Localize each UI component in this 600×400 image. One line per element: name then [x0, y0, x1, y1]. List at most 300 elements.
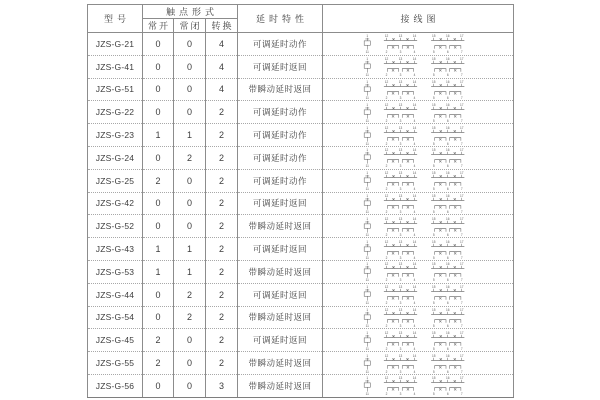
table-row — [88, 78, 514, 101]
svg-text:1: 1 — [366, 57, 369, 62]
svg-text:7: 7 — [460, 392, 463, 397]
delay-characteristic-cell: 带瞬动延时返回 — [238, 260, 323, 283]
svg-text:17: 17 — [460, 353, 464, 358]
normally-closed-count-cell: 1 — [174, 238, 206, 261]
svg-text:11: 11 — [365, 392, 369, 397]
delay-characteristic-cell: 可调延时动作 — [238, 124, 323, 147]
svg-text:13: 13 — [398, 285, 403, 290]
wiring-diagram-icon — [323, 283, 514, 306]
model-cell: JZS-G-51 — [88, 78, 143, 101]
normally-closed-count-cell: 0 — [174, 55, 206, 78]
svg-text:7: 7 — [460, 210, 463, 214]
svg-text:13: 13 — [398, 171, 403, 176]
svg-text:4: 4 — [413, 73, 416, 78]
changeover-count-cell: 2 — [206, 192, 238, 215]
changeover-count-cell: 2 — [206, 169, 238, 192]
svg-text:11: 11 — [365, 324, 369, 328]
svg-text:13: 13 — [398, 330, 403, 335]
delay-characteristic-cell: 可调延时动作 — [238, 101, 323, 124]
svg-text:15: 15 — [432, 262, 436, 267]
changeover-count-cell: 2 — [206, 329, 238, 352]
svg-text:4: 4 — [413, 141, 416, 146]
svg-text:12: 12 — [384, 193, 389, 198]
model-cell: JZS-G-22 — [88, 101, 143, 124]
svg-text:7: 7 — [460, 73, 463, 78]
svg-text:17: 17 — [460, 262, 464, 267]
changeover-count-cell: 2 — [206, 101, 238, 124]
svg-text:12: 12 — [384, 307, 389, 312]
svg-text:7: 7 — [460, 278, 463, 283]
svg-text:14: 14 — [412, 148, 417, 153]
table-row — [88, 101, 514, 124]
normally-open-count-cell: 0 — [143, 192, 174, 215]
svg-text:5: 5 — [432, 255, 435, 260]
changeover-count-cell: 4 — [206, 78, 238, 101]
wiring-diagram-icon — [323, 352, 514, 375]
svg-text:6: 6 — [446, 324, 449, 328]
normally-open-count-cell: 0 — [143, 101, 174, 124]
table-row — [88, 169, 514, 192]
svg-text:15: 15 — [432, 102, 436, 107]
svg-text:13: 13 — [398, 34, 403, 39]
svg-text:16: 16 — [446, 57, 450, 62]
table-body — [88, 33, 514, 398]
svg-text:3: 3 — [399, 141, 402, 146]
svg-text:13: 13 — [398, 102, 403, 107]
changeover-count-cell: 2 — [206, 260, 238, 283]
svg-text:17: 17 — [460, 376, 464, 381]
delay-characteristic-cell: 可调延时返回 — [238, 238, 323, 261]
svg-text:15: 15 — [432, 148, 436, 153]
svg-text:4: 4 — [413, 301, 416, 306]
svg-text:2: 2 — [385, 278, 388, 283]
svg-text:15: 15 — [432, 239, 436, 244]
svg-text:14: 14 — [412, 262, 417, 267]
relay-spec-table — [87, 4, 514, 398]
svg-text:11: 11 — [365, 210, 369, 214]
svg-text:2: 2 — [385, 369, 388, 374]
svg-text:5: 5 — [432, 301, 435, 306]
svg-text:4: 4 — [413, 392, 416, 397]
model-cell: JZS-G-55 — [88, 352, 143, 375]
normally-open-count-cell: 1 — [143, 238, 174, 261]
delay-characteristic-cell: 可调延时返回 — [238, 55, 323, 78]
svg-text:4: 4 — [413, 369, 416, 374]
svg-text:6: 6 — [446, 278, 449, 283]
svg-text:17: 17 — [460, 330, 464, 335]
svg-text:11: 11 — [365, 346, 369, 351]
svg-text:2: 2 — [385, 187, 388, 192]
svg-text:13: 13 — [398, 148, 403, 153]
svg-text:1: 1 — [366, 376, 369, 381]
svg-text:13: 13 — [398, 376, 403, 381]
svg-text:7: 7 — [460, 255, 463, 260]
svg-text:6: 6 — [446, 96, 449, 100]
svg-text:3: 3 — [399, 301, 402, 306]
normally-closed-count-cell: 0 — [174, 101, 206, 124]
svg-text:14: 14 — [412, 125, 417, 130]
svg-text:1: 1 — [366, 216, 369, 221]
table-row — [88, 33, 514, 56]
normally-closed-count-cell: 0 — [174, 33, 206, 56]
svg-text:17: 17 — [460, 34, 464, 39]
svg-text:6: 6 — [446, 210, 449, 214]
svg-text:5: 5 — [432, 187, 435, 192]
model-cell: JZS-G-23 — [88, 124, 143, 147]
svg-text:15: 15 — [432, 34, 436, 39]
normally-closed-count-cell: 2 — [174, 306, 206, 329]
changeover-count-cell: 2 — [206, 215, 238, 238]
svg-text:13: 13 — [398, 353, 403, 358]
normally-open-count-cell: 0 — [143, 374, 174, 397]
col-header-normally-closed: 常闭 — [174, 19, 206, 33]
svg-text:17: 17 — [460, 285, 464, 290]
svg-text:1: 1 — [366, 79, 369, 84]
svg-text:3: 3 — [399, 346, 402, 351]
normally-closed-count-cell: 0 — [174, 329, 206, 352]
svg-text:12: 12 — [384, 376, 389, 381]
svg-text:11: 11 — [365, 278, 369, 283]
svg-text:6: 6 — [446, 141, 449, 146]
svg-text:12: 12 — [384, 330, 389, 335]
normally-closed-count-cell: 0 — [174, 78, 206, 101]
wiring-diagram-icon — [323, 374, 514, 397]
svg-text:2: 2 — [385, 96, 388, 100]
svg-text:6: 6 — [446, 232, 449, 237]
model-cell: JZS-G-21 — [88, 33, 143, 56]
delay-characteristic-cell: 可调延时动作 — [238, 169, 323, 192]
svg-text:13: 13 — [398, 239, 403, 244]
delay-characteristic-cell: 可调延时返回 — [238, 329, 323, 352]
svg-text:14: 14 — [412, 171, 417, 176]
svg-text:11: 11 — [365, 96, 369, 100]
svg-text:13: 13 — [398, 125, 403, 130]
svg-text:5: 5 — [432, 278, 435, 283]
svg-text:15: 15 — [432, 57, 436, 62]
svg-text:7: 7 — [460, 301, 463, 306]
changeover-count-cell: 3 — [206, 374, 238, 397]
svg-text:14: 14 — [412, 57, 417, 62]
normally-open-count-cell: 2 — [143, 352, 174, 375]
normally-closed-count-cell: 1 — [174, 124, 206, 147]
svg-text:1: 1 — [366, 102, 369, 107]
svg-text:7: 7 — [460, 118, 463, 123]
svg-text:1: 1 — [366, 148, 369, 153]
svg-text:5: 5 — [432, 369, 435, 374]
svg-text:3: 3 — [399, 118, 402, 123]
table-row — [88, 124, 514, 147]
wiring-diagram-icon — [323, 215, 514, 238]
table-row — [88, 55, 514, 78]
model-cell: JZS-G-53 — [88, 260, 143, 283]
svg-text:5: 5 — [432, 118, 435, 123]
svg-text:3: 3 — [399, 255, 402, 260]
normally-open-count-cell: 0 — [143, 33, 174, 56]
svg-text:17: 17 — [460, 307, 464, 312]
svg-text:16: 16 — [446, 330, 450, 335]
changeover-count-cell: 2 — [206, 124, 238, 147]
normally-open-count-cell: 1 — [143, 260, 174, 283]
changeover-count-cell: 2 — [206, 283, 238, 306]
svg-text:4: 4 — [413, 324, 416, 328]
svg-text:12: 12 — [384, 57, 389, 62]
svg-text:1: 1 — [366, 239, 369, 244]
svg-text:1: 1 — [366, 34, 369, 39]
svg-text:7: 7 — [460, 232, 463, 237]
normally-open-count-cell: 2 — [143, 329, 174, 352]
svg-text:6: 6 — [446, 346, 449, 351]
delay-characteristic-cell: 可调延时动作 — [238, 33, 323, 56]
table-row — [88, 329, 514, 352]
model-cell: JZS-G-44 — [88, 283, 143, 306]
normally-closed-count-cell: 0 — [174, 352, 206, 375]
svg-text:13: 13 — [398, 307, 403, 312]
table-row — [88, 238, 514, 261]
svg-text:5: 5 — [432, 73, 435, 78]
svg-text:1: 1 — [366, 262, 369, 267]
svg-text:15: 15 — [432, 330, 436, 335]
col-header-normally-open: 常开 — [143, 19, 174, 33]
changeover-count-cell: 4 — [206, 33, 238, 56]
svg-text:12: 12 — [384, 171, 389, 176]
delay-characteristic-cell: 带瞬动延时返回 — [238, 352, 323, 375]
svg-text:7: 7 — [460, 50, 463, 55]
changeover-count-cell: 2 — [206, 238, 238, 261]
col-header-model: 型号 — [88, 5, 143, 33]
svg-text:2: 2 — [385, 392, 388, 397]
svg-text:15: 15 — [432, 125, 436, 130]
svg-text:2: 2 — [385, 141, 388, 146]
normally-open-count-cell: 0 — [143, 78, 174, 101]
svg-text:5: 5 — [432, 164, 435, 169]
changeover-count-cell: 2 — [206, 146, 238, 169]
wiring-diagram-icon — [323, 260, 514, 283]
model-cell: JZS-G-25 — [88, 169, 143, 192]
svg-text:11: 11 — [365, 232, 369, 237]
svg-text:6: 6 — [446, 301, 449, 306]
svg-text:12: 12 — [384, 148, 389, 153]
svg-text:16: 16 — [446, 216, 450, 221]
model-cell: JZS-G-52 — [88, 215, 143, 238]
model-cell: JZS-G-42 — [88, 192, 143, 215]
svg-text:1: 1 — [366, 285, 369, 290]
wiring-diagram-icon — [323, 146, 514, 169]
svg-text:3: 3 — [399, 50, 402, 55]
svg-text:1: 1 — [366, 171, 369, 176]
delay-characteristic-cell: 带瞬动延时返回 — [238, 215, 323, 238]
svg-text:7: 7 — [460, 324, 463, 328]
col-header-changeover: 转换 — [206, 19, 238, 33]
svg-text:1: 1 — [366, 307, 369, 312]
svg-text:11: 11 — [365, 301, 369, 306]
svg-text:7: 7 — [460, 164, 463, 169]
svg-text:12: 12 — [384, 239, 389, 244]
svg-text:2: 2 — [385, 324, 388, 328]
svg-text:7: 7 — [460, 187, 463, 192]
wiring-diagram-icon — [323, 55, 514, 78]
svg-text:14: 14 — [412, 239, 417, 244]
svg-text:17: 17 — [460, 171, 464, 176]
svg-text:3: 3 — [399, 324, 402, 328]
table-header — [88, 5, 514, 33]
svg-text:16: 16 — [446, 102, 450, 107]
delay-characteristic-cell: 带瞬动延时返回 — [238, 374, 323, 397]
svg-text:13: 13 — [398, 262, 403, 267]
table-row — [88, 306, 514, 329]
svg-text:13: 13 — [398, 216, 403, 221]
normally-open-count-cell: 0 — [143, 283, 174, 306]
svg-text:6: 6 — [446, 255, 449, 260]
svg-text:4: 4 — [413, 232, 416, 237]
normally-closed-count-cell: 2 — [174, 146, 206, 169]
svg-text:16: 16 — [446, 376, 450, 381]
svg-text:4: 4 — [413, 164, 416, 169]
svg-text:3: 3 — [399, 187, 402, 192]
model-cell: JZS-G-41 — [88, 55, 143, 78]
normally-closed-count-cell: 0 — [174, 374, 206, 397]
table-row — [88, 374, 514, 397]
svg-text:4: 4 — [413, 50, 416, 55]
svg-text:11: 11 — [365, 118, 369, 123]
svg-text:4: 4 — [413, 96, 416, 100]
svg-text:1: 1 — [366, 353, 369, 358]
svg-text:2: 2 — [385, 164, 388, 169]
svg-text:1: 1 — [366, 330, 369, 335]
table-row — [88, 192, 514, 215]
svg-text:15: 15 — [432, 79, 436, 84]
svg-text:12: 12 — [384, 285, 389, 290]
svg-text:14: 14 — [412, 376, 417, 381]
changeover-count-cell: 4 — [206, 55, 238, 78]
svg-text:14: 14 — [412, 330, 417, 335]
wiring-diagram-icon — [323, 78, 514, 101]
svg-text:14: 14 — [412, 102, 417, 107]
svg-text:15: 15 — [432, 171, 436, 176]
svg-text:3: 3 — [399, 73, 402, 78]
normally-open-count-cell: 0 — [143, 215, 174, 238]
wiring-diagram-icon — [323, 124, 514, 147]
normally-open-count-cell: 0 — [143, 306, 174, 329]
table-row — [88, 146, 514, 169]
svg-text:12: 12 — [384, 79, 389, 84]
model-cell: JZS-G-56 — [88, 374, 143, 397]
svg-text:17: 17 — [460, 57, 464, 62]
svg-text:6: 6 — [446, 118, 449, 123]
svg-text:17: 17 — [460, 193, 464, 198]
normally-closed-count-cell: 0 — [174, 192, 206, 215]
svg-text:15: 15 — [432, 307, 436, 312]
svg-text:4: 4 — [413, 278, 416, 283]
svg-text:5: 5 — [432, 392, 435, 397]
svg-text:17: 17 — [460, 79, 464, 84]
svg-text:12: 12 — [384, 125, 389, 130]
svg-text:3: 3 — [399, 278, 402, 283]
svg-text:6: 6 — [446, 164, 449, 169]
svg-text:16: 16 — [446, 148, 450, 153]
svg-text:17: 17 — [460, 125, 464, 130]
svg-text:13: 13 — [398, 193, 403, 198]
svg-text:11: 11 — [365, 73, 369, 78]
svg-text:4: 4 — [413, 210, 416, 214]
svg-text:12: 12 — [384, 262, 389, 267]
svg-text:15: 15 — [432, 353, 436, 358]
svg-text:3: 3 — [399, 392, 402, 397]
svg-text:5: 5 — [432, 324, 435, 328]
wiring-diagram-icon — [323, 238, 514, 261]
svg-text:13: 13 — [398, 79, 403, 84]
svg-text:16: 16 — [446, 171, 450, 176]
svg-text:16: 16 — [446, 239, 450, 244]
svg-text:2: 2 — [385, 210, 388, 214]
normally-open-count-cell: 2 — [143, 169, 174, 192]
svg-text:2: 2 — [385, 346, 388, 351]
wiring-diagram-icon — [323, 169, 514, 192]
svg-text:12: 12 — [384, 353, 389, 358]
svg-text:12: 12 — [384, 216, 389, 221]
svg-text:15: 15 — [432, 216, 436, 221]
svg-text:2: 2 — [385, 118, 388, 123]
delay-characteristic-cell: 带瞬动延时返回 — [238, 78, 323, 101]
svg-text:4: 4 — [413, 255, 416, 260]
model-cell: JZS-G-45 — [88, 329, 143, 352]
svg-text:14: 14 — [412, 353, 417, 358]
table-row — [88, 260, 514, 283]
svg-text:7: 7 — [460, 141, 463, 146]
col-header-delay-characteristic: 延时特性 — [238, 5, 323, 33]
wiring-diagram-icon — [323, 329, 514, 352]
svg-text:16: 16 — [446, 79, 450, 84]
svg-text:14: 14 — [412, 79, 417, 84]
normally-closed-count-cell: 0 — [174, 169, 206, 192]
normally-closed-count-cell: 2 — [174, 283, 206, 306]
model-cell: JZS-G-43 — [88, 238, 143, 261]
svg-text:14: 14 — [412, 216, 417, 221]
svg-text:17: 17 — [460, 216, 464, 221]
svg-text:16: 16 — [446, 125, 450, 130]
svg-text:2: 2 — [385, 232, 388, 237]
svg-text:5: 5 — [432, 141, 435, 146]
svg-text:2: 2 — [385, 73, 388, 78]
svg-text:14: 14 — [412, 285, 417, 290]
svg-text:6: 6 — [446, 392, 449, 397]
svg-text:6: 6 — [446, 73, 449, 78]
svg-text:11: 11 — [365, 255, 369, 260]
svg-text:3: 3 — [399, 96, 402, 100]
svg-text:12: 12 — [384, 102, 389, 107]
delay-characteristic-cell: 带瞬动延时返回 — [238, 306, 323, 329]
svg-text:4: 4 — [413, 118, 416, 123]
svg-text:1: 1 — [366, 193, 369, 198]
svg-text:16: 16 — [446, 193, 450, 198]
normally-open-count-cell: 1 — [143, 124, 174, 147]
normally-closed-count-cell: 0 — [174, 215, 206, 238]
svg-text:16: 16 — [446, 285, 450, 290]
svg-text:16: 16 — [446, 34, 450, 39]
col-header-wiring-diagram: 接线图 — [323, 5, 514, 33]
svg-text:5: 5 — [432, 232, 435, 237]
wiring-diagram-icon — [323, 306, 514, 329]
svg-text:17: 17 — [460, 102, 464, 107]
svg-text:1: 1 — [366, 125, 369, 130]
normally-closed-count-cell: 1 — [174, 260, 206, 283]
svg-text:5: 5 — [432, 346, 435, 351]
svg-text:17: 17 — [460, 148, 464, 153]
svg-text:7: 7 — [460, 346, 463, 351]
svg-text:11: 11 — [365, 187, 369, 192]
wiring-diagram-icon — [323, 33, 514, 56]
wiring-diagram-icon — [323, 101, 514, 124]
table-row — [88, 352, 514, 375]
